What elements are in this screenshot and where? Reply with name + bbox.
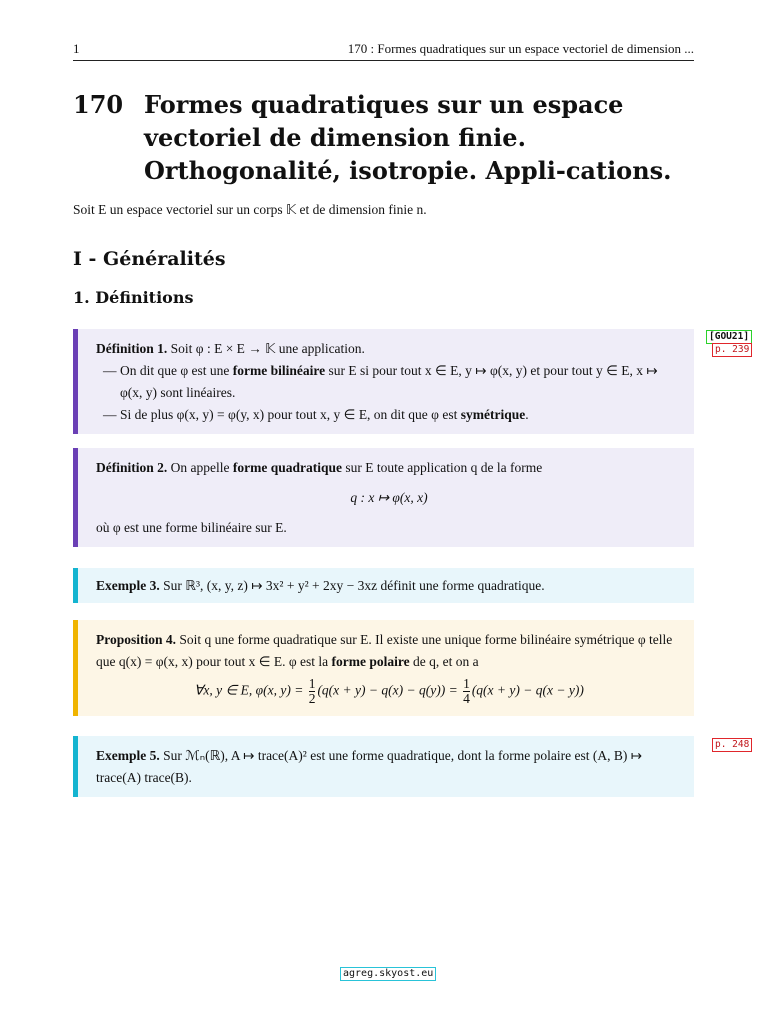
citation-page-248-link[interactable]: p. 248 — [712, 738, 752, 752]
def1-item1-bold: forme bilinéaire — [232, 363, 326, 378]
definition-1-item-1 — [96, 360, 682, 404]
def1-item2-bold: symétrique — [460, 407, 526, 422]
title-number: 170 — [73, 90, 124, 119]
definition-1-box — [73, 329, 694, 434]
def2-post: sur E toute application q de la forme — [342, 460, 543, 475]
fraction-half — [309, 677, 316, 706]
frac1-num: 1 — [308, 676, 316, 691]
example-5-box — [73, 736, 694, 797]
def2-bold: forme quadratique — [232, 460, 342, 475]
example-3-box — [73, 568, 694, 603]
running-header — [73, 40, 694, 61]
proposition-4-label: Proposition 4. — [96, 632, 177, 647]
frac1-den: 2 — [308, 691, 316, 706]
prop4-formula-rhs: (q(x + y) − q(x − y)) — [471, 682, 584, 698]
def1-item2-post: . — [525, 407, 529, 422]
footer-site-link[interactable]: agreg.skyost.eu — [340, 967, 436, 981]
def1-item2-pre: Si de plus φ(x, y) = φ(y, x) pour tout x, y ∈ E, on dit que φ est — [120, 407, 461, 422]
definition-1-label: Définition 1. — [96, 341, 168, 356]
definition-2-after: où φ est une forme bilinéaire sur E. — [96, 520, 287, 535]
citation-gou21-link[interactable]: [GOU21] — [706, 330, 752, 344]
example-3-label: Exemple 3. — [96, 578, 160, 593]
def2-pre: On appelle — [170, 460, 233, 475]
def1-item1-pre: On dit que φ est une — [120, 363, 233, 378]
frac2-den: 4 — [463, 691, 470, 706]
definition-1-item-2 — [96, 404, 682, 426]
example-3-text: Sur ℝ³, (x, y, z) ↦ 3x² + y² + 2xy − 3xz définit une forme quadratique. — [163, 578, 545, 593]
title-text: Formes quadratiques sur un espace vectoriel de dimension finie. Orthogonalité, isotropie. Appli-cations. — [144, 90, 672, 185]
fraction-quarter — [463, 677, 470, 706]
page-number: 1 — [73, 41, 80, 56]
proposition-4-box — [73, 620, 694, 716]
prop4-formula-mid: (q(x + y) − q(x) − q(y)) = — [317, 682, 458, 698]
definition-2-formula: q : x ↦ φ(x, x) — [350, 490, 428, 505]
prop4-bold: forme polaire — [331, 654, 410, 669]
prop4-post: de q, et on a — [409, 654, 479, 669]
def1-item1-post: sur E si pour tout x ∈ E, y ↦ φ(x, y) et pour tout y ∈ E, x ↦ φ(x, y) sont linéaires. — [120, 363, 658, 400]
intro-paragraph: Soit E un espace vectoriel sur un corps 𝕂 et de dimension finie n. — [73, 202, 427, 217]
prop4-pre: Soit q une forme quadratique sur E. Il existe une unique forme bilinéaire symétrique φ telle que q(x) = φ(x, x) pour tout x ∈ E. φ est la — [96, 632, 673, 669]
definition-1-lead: Soit φ : E × E → 𝕂 une application. — [170, 341, 365, 356]
definition-2-label: Définition 2. — [96, 460, 168, 475]
running-title: 170 : Formes quadratiques sur un espace vectoriel de dimension ... — [347, 41, 694, 56]
proposition-4-formula — [96, 677, 682, 706]
example-5-text: Sur ℳₙ(ℝ), A ↦ trace(A)² est une forme quadratique, dont la forme polaire est (A, B) ↦ trace(A) trace(B). — [96, 748, 643, 785]
section-heading: I - Généralités — [73, 248, 226, 270]
prop4-formula-lhs: ∀x, y ∈ E, φ(x, y) = — [194, 682, 304, 698]
definition-2-box — [73, 448, 694, 547]
citation-page-239-link[interactable]: p. 239 — [712, 343, 752, 357]
subsection-heading: 1. Définitions — [73, 288, 194, 307]
frac2-num: 1 — [463, 676, 470, 691]
example-5-label: Exemple 5. — [96, 748, 160, 763]
